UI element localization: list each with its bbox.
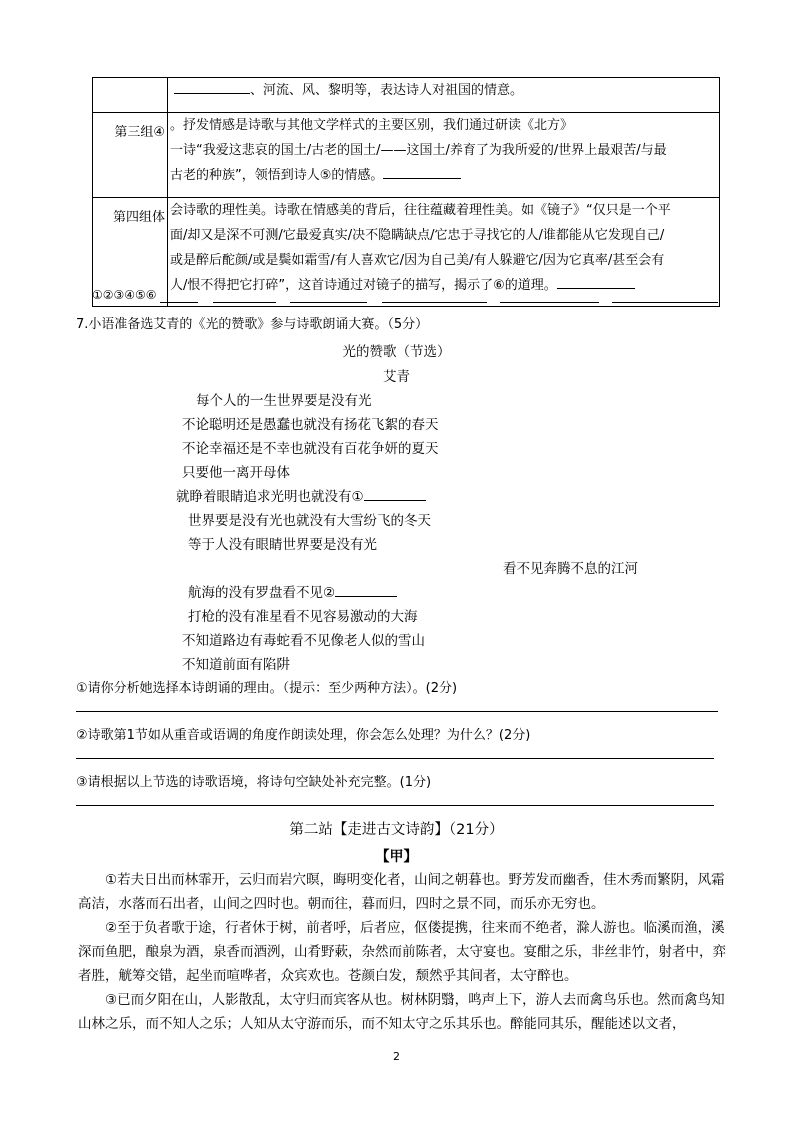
table-text: 会诗歌的理性美。诗歌在情感美的背后，往往蕴藏着理性美。如《镜子》“仅只是一个平 (170, 203, 671, 218)
table-row (93, 113, 720, 198)
poem-line: 航海的没有罗盘看不见② (188, 581, 397, 601)
activity-table (92, 77, 720, 307)
poem-line: 等于人没有眼睛世界要是没有光 (188, 537, 377, 553)
answer-blank[interactable] (160, 302, 198, 303)
page-number: 2 (393, 1050, 400, 1063)
section-title: 第二站【走进古文诗韵】（21分） (289, 822, 504, 838)
table-label-cell (93, 113, 168, 198)
sub-question: ②诗歌第1节如从重音或语调的角度作朗读处理，你会怎么处理？为什么？(2分) (76, 728, 531, 743)
poem-line: 看不见奔腾不息的江河 (503, 561, 638, 577)
table-content-cell (168, 78, 720, 113)
fill-blank[interactable] (364, 500, 426, 501)
classical-text (78, 868, 728, 1036)
fill-blank[interactable] (174, 93, 250, 94)
answer-blank[interactable] (612, 302, 718, 303)
paragraph: ①若夫日出而林霏开，云归而岩穴暝，晦明变化者，山间之朝暮也。野芳发而幽香，佳木秀而繁阴，风霜高洁，水落而石出者，山间之四时也。朝而往，暮而归，四时之景不同，而乐亦无穷也。 (78, 872, 725, 912)
table-label-cell (93, 78, 168, 113)
answer-blank[interactable] (382, 302, 487, 303)
answer-blank[interactable] (500, 302, 599, 303)
poem-line: 世界要是没有光也就没有大雪纷飞的冬天 (188, 513, 431, 529)
poem-line: 不论幸福还是不幸也就没有百花争妍的夏天 (182, 441, 439, 457)
answer-line[interactable] (76, 758, 714, 759)
table-text: 、河流、风、黎明等，表达诗人对祖国的情意。 (250, 83, 524, 98)
question-stem: 7.小语准备选艾青的《光的赞歌》参与诗歌朗诵大赛。（5分） (76, 317, 429, 332)
poem-author: 艾青 (383, 369, 410, 385)
paragraph: ③已而夕阳在山，人影散乱，太守归而宾客从也。树林阴翳，鸣声上下，游人去而禽鸟乐也。然而禽鸟知山林之乐，而不知人之乐；人知从太守游而乐，而不知太守之乐其乐也。醉能同其乐，醒能述以文者， (78, 992, 725, 1032)
sub-question: ③请根据以上节选的诗歌语境，将诗句空缺处补充完整。(1分) (76, 775, 432, 790)
table-row (93, 78, 720, 113)
answer-blank[interactable] (290, 302, 367, 303)
group-label: 第三组④ (114, 125, 165, 140)
answer-line[interactable] (76, 711, 718, 712)
paragraph: ②至于负者歌于途，行者休于树，前者呼，后者应，伛偻提携，往来而不绝者，滁人游也。临溪而渔，溪深而鱼肥，酿泉为酒，泉香而酒洌，山肴野蔌，杂然而前陈者，太守宴也。宴酣之乐，非丝非竹，射者中，弈者胜，觥筹交错，起坐而喧哗者，众宾欢也。苍颜白发，颓然乎其间者，太守醉也。 (78, 920, 726, 984)
section-subtitle: 【甲】 (375, 849, 418, 865)
answer-blank[interactable] (213, 302, 276, 303)
poem-line: 每个人的一生世界要是没有光 (196, 393, 372, 409)
poem-line: 打枪的没有准星看不见容易激动的大海 (188, 609, 418, 625)
table-text: 。抒发情感是诗歌与其他文学样式的主要区别，我们通过研读《北方》 (170, 118, 574, 133)
table-content-cell (168, 198, 720, 307)
group-label: 第四组体 (112, 210, 165, 225)
table-text: 人/恨不得把它打碎”，这首诗通过对镜子的描写，揭示了⑥的道理。 (170, 278, 557, 293)
sub-question: ①请你分析她选择本诗朗诵的理由。（提示：至少两种方法）。(2分) (76, 681, 458, 696)
fill-blank[interactable] (557, 288, 635, 289)
table-row (93, 198, 720, 307)
table-text: 或是醉后酡颜/或是鬓如霜雪/有人喜欢它/因为自己美/有人躲避它/因为它真率/甚至会有 (170, 253, 665, 268)
answer-labels: ①②③④⑤⑥ (92, 288, 157, 302)
answer-line[interactable] (76, 805, 714, 806)
poem-line: 就睁着眼睛追求光明也就没有① (176, 485, 426, 505)
poem-line: 不知道前面有陷阱 (182, 657, 290, 673)
poem-line: 只要他一离开母体 (182, 465, 290, 481)
fill-blank[interactable] (383, 178, 461, 179)
fill-blank[interactable] (335, 596, 397, 597)
poem-line: 不论聪明还是愚蠢也就没有扬花飞絮的春天 (182, 417, 439, 433)
table-content-cell (168, 113, 720, 198)
table-text: 面/却又是深不可测/它最爱真实/决不隐瞒缺点/它忠于寻找它的人/谁都能从它发现自己/ (170, 228, 665, 243)
poem-line: 不知道路边有毒蛇看不见像老人似的雪山 (182, 633, 425, 649)
table-text: 古老的种族”，领悟到诗人⑤的情感。 (170, 168, 384, 183)
poem-title: 光的赞歌（节选） (342, 344, 451, 360)
table-text: 一诗“我爱这悲哀的国土/古老的国土/——这国土/养育了为我所爱的/世界上最艰苦/与最 (170, 143, 667, 158)
